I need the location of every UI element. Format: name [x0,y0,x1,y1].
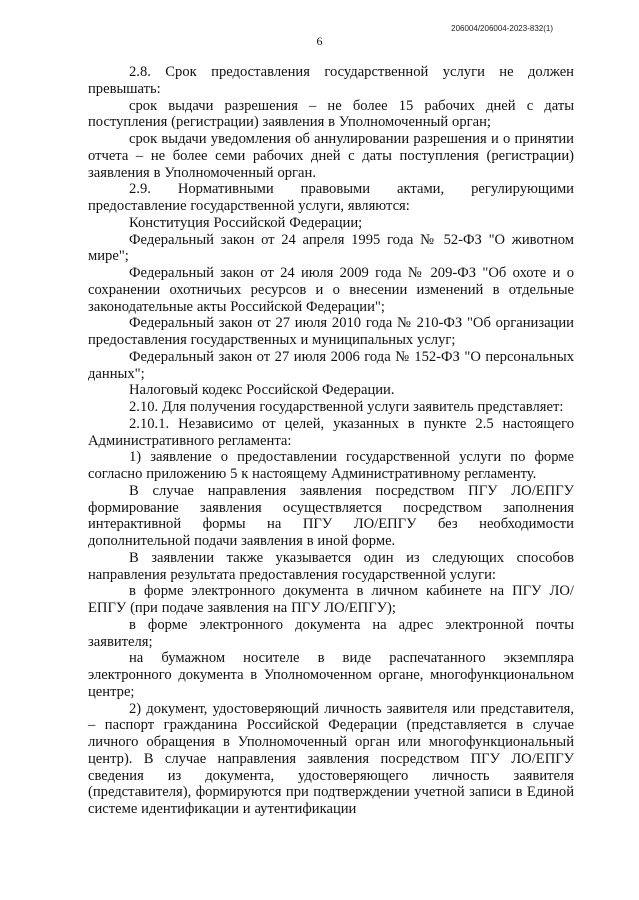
document-id: 206004/206004-2023-832(1) [451,24,553,33]
paragraph-permit-term: срок выдачи разрешения – не более 15 рабочих дней с даты поступления (регистрации) заявления в Уполномоченный орган; [88,97,574,131]
paragraph-pgu-submission: В случае направления заявления посредством ПГУ ЛО/ЕПГУ формирование заявления осуществляется посредством заполнения интерактивной формы на ПГУ ЛО/ЕПГУ без необходимости дополнительной подачи заявления в иной форме. [88,482,574,549]
paragraph-law-152fz: Федеральный закон от 27 июля 2006 года № 152-ФЗ "О персональных данных"; [88,348,574,382]
paragraph-tax-code: Налоговый кодекс Российской Федерации. [129,382,395,399]
document-body [88,64,574,818]
paragraph-method-paper: на бумажном носителе в виде распечатанного экземпляра электронного документа в Уполномоченном органе, многофункциональном центре; [88,650,574,700]
paragraph-result-methods: В заявлении также указывается один из следующих способов направления результата предоставления государственной услуги: [88,549,574,583]
paragraph-law-210fz: Федеральный закон от 27 июля 2010 года № 210-ФЗ "Об организации предоставления государственных и муниципальных услуг; [88,315,574,348]
page-number: 6 [316,34,323,48]
paragraph-2-10: 2.10. Для получения государственной услуги заявитель представляет: [129,399,564,415]
paragraph-item-2-identity: 2) документ, удостоверяющий личность заявителя или представителя, – паспорт гражданина Российской Федерации (представляется в случае личного обращения в Уполномоченный орган или многофункциональный центр). В случае направления заявления посредством ПГУ ЛО/ЕПГУ сведения из документа, удостоверяющего личность заявителя (представителя), формируются при подтверждении учетной записи в Единой системе идентификации и аутентификации [88,700,574,817]
paragraph-constitution: Конституция Российской Федерации; [129,214,363,231]
paragraph-item-1-application: 1) заявление о предоставлении государственной услуги по форме согласно приложению 5 к настоящему Административному регламенту. [88,449,574,482]
paragraph-2-10-1: 2.10.1. Независимо от целей, указанных в пункте 2.5 настоящего Административного регламента: [88,415,574,449]
paragraph-law-209fz: Федеральный закон от 24 июля 2009 года № 209-ФЗ "Об охоте и о сохранении охотничьих ресурсов и о внесении изменений в отдельные законодательные акты Российской Федерации"; [88,265,574,315]
paragraph-notice-term: срок выдачи уведомления об аннулировании разрешения и о принятии отчета – не более семи рабочих дней с даты поступления (регистрации) заявления в Уполномоченный орган. [88,131,574,181]
paragraph-law-52fz: Федеральный закон от 24 апреля 1995 года № 52-ФЗ "О животном мире"; [88,231,574,265]
paragraph-method-email: в форме электронного документа на адрес электронной почты заявителя; [88,616,574,650]
paragraph-method-cabinet: в форме электронного документа в личном кабинете на ПГУ ЛО/ЕПГУ (при подаче заявления на ПГУ ЛО/ЕПГУ); [88,583,574,616]
paragraph-2-8: 2.8. Срок предоставления государственной услуги не должен превышать: [88,64,574,97]
paragraph-2-9: 2.9. Нормативными правовыми актами, регулирующими предоставление государственной услуги, являются: [88,181,574,214]
